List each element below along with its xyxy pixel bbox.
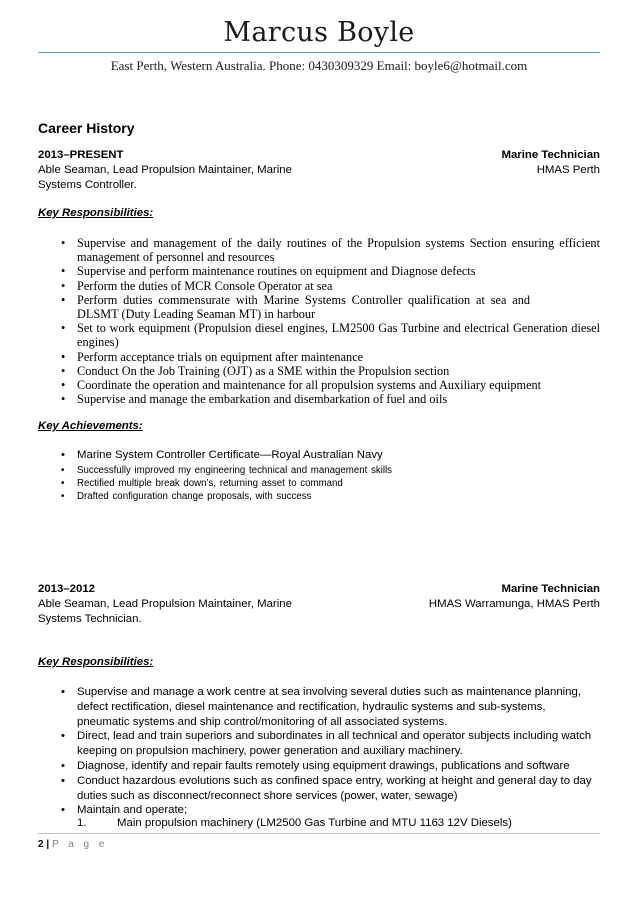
job1-responsibilities-heading: Key Responsibilities: bbox=[38, 207, 154, 219]
list-item: • Supervise and management of the daily routines of the Propulsion systems Section ensuring efficient management of personnel and resources bbox=[38, 236, 600, 264]
list-item: • Direct, lead and train superiors and subordinates in all technical and operator subjects including watch keeping on propulsion machinery, power generation and auxiliary machinery. bbox=[38, 729, 600, 759]
list-item: • Conduct On the Job Training (OJT) as a SME within the Propulsion section bbox=[38, 364, 600, 378]
job2-role-line2: Systems Technician. bbox=[38, 613, 142, 625]
job2-responsibilities-heading: Key Responsibilities: bbox=[38, 656, 154, 668]
page-footer bbox=[38, 839, 108, 850]
list-item: • Conduct hazardous evolutions such as confined space entry, working at height and general day to day duties such as disconnect/reconnect shore services (power, water, sewage) bbox=[38, 774, 600, 804]
job1-role-line1: Able Seaman, Lead Propulsion Maintainer, Marine bbox=[38, 164, 292, 176]
job1-location: HMAS Perth bbox=[536, 164, 600, 176]
list-item: • Maintain and operate; bbox=[38, 803, 600, 818]
list-item: • Supervise and manage a work centre at sea involving several duties such as maintenance planning, defect rectification, diesel maintenance and rectification, hydraulic systems and sub-systems, pneumatic systems and ship control/monitoring of all associated systems. bbox=[38, 685, 600, 729]
job1-achievements-heading: Key Achievements: bbox=[38, 420, 143, 432]
job2-title: Marine Technician bbox=[501, 583, 600, 595]
header-rule bbox=[38, 52, 600, 53]
footer-rule bbox=[38, 833, 600, 834]
job1-responsibilities-list bbox=[38, 236, 600, 406]
list-item: • Rectified multiple break down’s, returning asset to command bbox=[38, 477, 600, 490]
list-item: • Drafted configuration change proposals, with success bbox=[38, 490, 600, 503]
contact-line: East Perth, Western Australia. Phone: 0430309329 Email: boyle6@hotmail.com bbox=[110, 58, 528, 73]
job2-location: HMAS Warramunga, HMAS Perth bbox=[428, 598, 600, 610]
list-item: • Perform acceptance trials on equipment after maintenance bbox=[38, 350, 600, 364]
section-title: Career History bbox=[38, 120, 135, 136]
list-item: • Perform the duties of MCR Console Operator at sea bbox=[38, 279, 600, 293]
list-item: • Successfully improved my engineering technical and management skills bbox=[38, 464, 600, 477]
list-item: • Marine System Controller Certificate—Royal Australian Navy bbox=[38, 447, 600, 464]
job2-period: 2013–2012 bbox=[38, 583, 96, 595]
job1-period: 2013–PRESENT bbox=[38, 149, 124, 161]
list-item: • Supervise and perform maintenance routines on equipment and Diagnose defects bbox=[38, 264, 600, 278]
job1-role-line2: Systems Controller. bbox=[38, 179, 137, 191]
job1-title: Marine Technician bbox=[501, 149, 600, 161]
job2-sub-item bbox=[77, 817, 512, 829]
sub-item-text: Main propulsion machinery (LM2500 Gas Turbine and MTU 1163 12V Diesels) bbox=[117, 817, 512, 829]
sub-item-number: 1. bbox=[77, 817, 87, 829]
list-item: • Supervise and manage the embarkation and disembarkation of fuel and oils bbox=[38, 392, 600, 406]
job1-achievements-list bbox=[38, 447, 600, 503]
job2-role-line1: Able Seaman, Lead Propulsion Maintainer, Marine bbox=[38, 598, 292, 610]
list-item: • Diagnose, identify and repair faults remotely using equipment drawings, publications and software bbox=[38, 759, 600, 774]
footer-separator: | bbox=[46, 839, 50, 850]
list-item: • Perform duties commensurate with Marine Systems Controller qualification at sea and DLSMT (Duty Leading Seaman MT) in harbour bbox=[38, 293, 600, 321]
list-item: • Set to work equipment (Propulsion diesel engines, LM2500 Gas Turbine and electrical Generation diesel engines) bbox=[38, 321, 600, 349]
list-item: • Coordinate the operation and maintenance for all propulsion systems and Auxiliary equipment bbox=[38, 378, 600, 392]
job2-responsibilities-list bbox=[38, 685, 600, 818]
page-number: 2 bbox=[38, 839, 44, 850]
page-label: P a g e bbox=[51, 839, 108, 850]
candidate-name: Marcus Boyle bbox=[223, 17, 415, 48]
